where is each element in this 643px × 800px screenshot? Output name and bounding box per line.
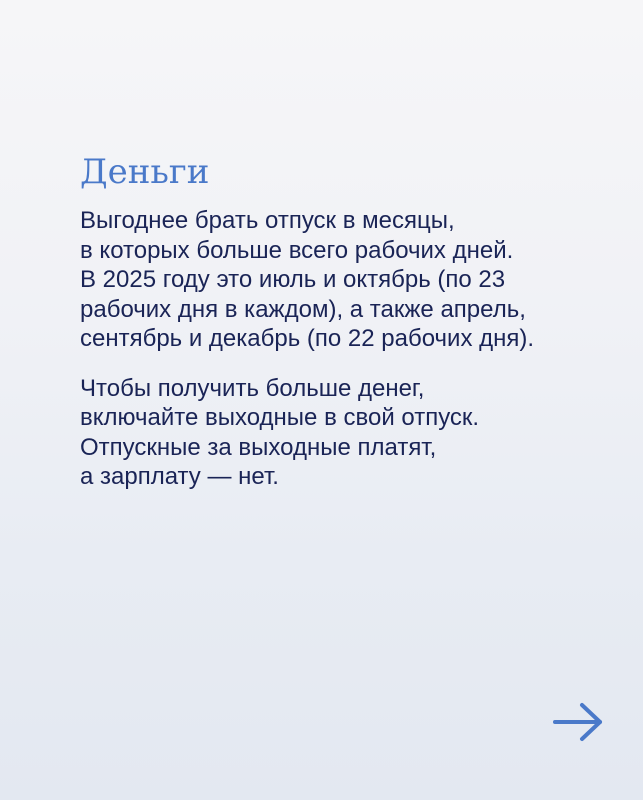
paragraph-line: в которых больше всего рабочих дней. xyxy=(80,236,514,264)
paragraph-1 xyxy=(80,206,610,354)
slide-heading: Деньги xyxy=(80,152,210,192)
next-button[interactable] xyxy=(552,702,604,742)
arrow-right-icon xyxy=(552,702,604,742)
paragraph-line: Чтобы получить больше денег, xyxy=(80,374,425,402)
slide-content xyxy=(80,150,610,512)
paragraph-line: Отпускные за выходные платят, xyxy=(80,433,437,461)
paragraph-line: рабочих дня в каждом), а также апрель, xyxy=(80,295,526,323)
paragraph-line: а зарплату — нет. xyxy=(80,463,279,490)
paragraph-line: Выгоднее брать отпуск в месяцы, xyxy=(80,207,455,234)
paragraph-line: включайте выходные в свой отпуск. xyxy=(80,404,480,431)
paragraph-line: сентябрь и декабрь (по 22 рабочих дня). xyxy=(80,325,535,352)
paragraph-line: В 2025 году это июль и октябрь (по 23 xyxy=(80,266,506,293)
paragraph-2 xyxy=(80,374,610,492)
